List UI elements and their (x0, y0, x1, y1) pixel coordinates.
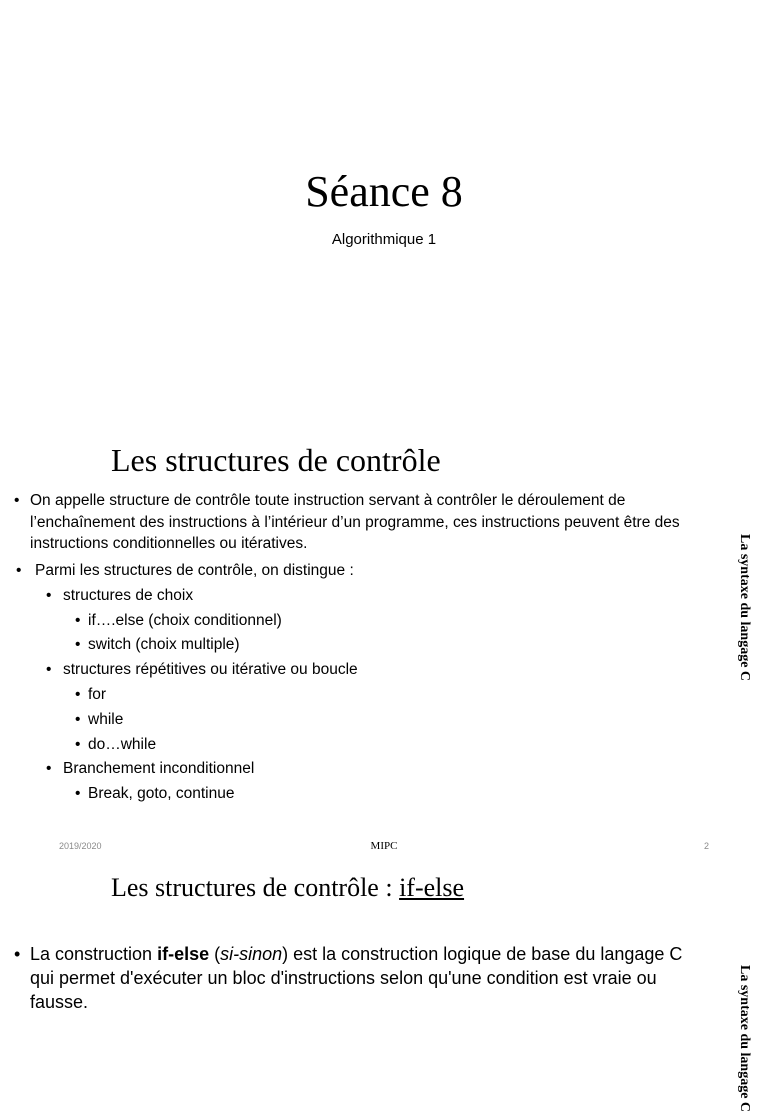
list-item-level-2: structures de choix (63, 586, 194, 604)
slide-2-intro-text: On appelle structure de contrôle toute instruction servant à contrôler le déroulement de l’enchaînement des instructions à l’intérieur d’un programme, ces instructions peuvent être des instructions conditionnelles ou itératives. (30, 492, 680, 552)
bullet-icon: • (75, 710, 81, 728)
bullet-icon: • (75, 611, 81, 629)
slide-2-footer-center: MIPC (370, 840, 398, 852)
para-text: La construction (30, 944, 158, 964)
para-text: ( (209, 944, 221, 964)
para-keyword: if-else (157, 944, 210, 964)
bullet-icon: • (14, 492, 20, 509)
slide-2-footer-date: 2019/2020 (59, 841, 102, 851)
bullet-icon: • (75, 735, 81, 753)
slide-3-title-keyword: if-else (399, 873, 465, 902)
slide-2-intro-bullet (14, 490, 724, 555)
para-italic: si-sinon (220, 944, 283, 964)
bullet-icon: • (46, 760, 52, 778)
list-item-level-2: structures répétitives ou itérative ou boucle (63, 661, 358, 679)
bullet-icon: • (75, 636, 81, 654)
list-item-level-3: if….else (choix conditionnel) (88, 611, 282, 629)
bullet-icon: • (14, 944, 21, 964)
bullet-icon: • (75, 785, 81, 803)
slide-3-bullet (14, 942, 704, 1014)
list-item-level-3: for (88, 686, 107, 703)
slide-1-title: Séance 8 (305, 167, 463, 216)
list-item-level-3: switch (choix multiple) (88, 636, 240, 654)
slide-2-title: Les structures de contrôle (111, 442, 441, 478)
list-item-level-1: Parmi les structures de contrôle, on distingue : (35, 562, 354, 579)
slide-3-paragraph (30, 942, 704, 1014)
slide-3-side-label: La syntaxe du langage C (737, 965, 752, 1112)
para-text: ) est la construction logique de base du langage C qui permet d'exécuter un bloc d'instructions selon qu'une condition est vraie ou fausse. (30, 944, 683, 1012)
list-item-level-3: while (88, 710, 124, 728)
list-item-level-2: Branchement inconditionnel (63, 760, 255, 778)
slide-3-title (111, 872, 464, 904)
list-item-level-3: do…while (88, 735, 157, 753)
slide-2-footer-page: 2 (704, 841, 710, 851)
bullet-icon: • (16, 562, 22, 579)
slide-1-subtitle: Algorithmique 1 (331, 231, 437, 248)
slide-3-title-prefix: Les structures de contrôle : (111, 873, 400, 902)
bullet-icon: • (46, 661, 52, 679)
slide-2-side-label: La syntaxe du langage C (737, 534, 752, 682)
bullet-icon: • (46, 586, 52, 604)
bullet-icon: • (75, 686, 81, 703)
list-item-level-3: Break, goto, continue (88, 785, 235, 803)
